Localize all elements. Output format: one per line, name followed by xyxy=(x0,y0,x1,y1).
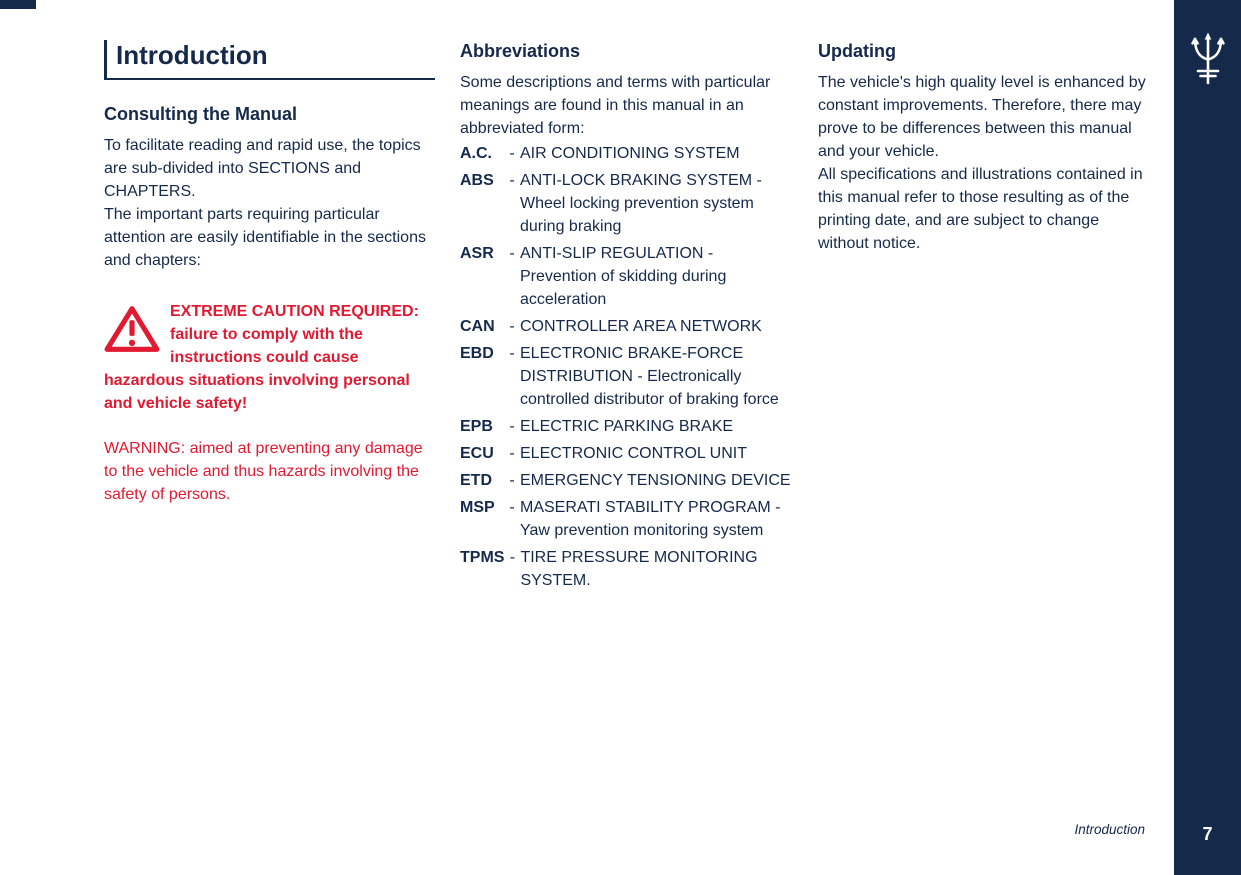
page-number: 7 xyxy=(1202,824,1213,844)
abbreviation-separator: - xyxy=(509,549,516,566)
updating-para-1: The vehicle's high quality level is enhanced by constant improvements. Therefore, there may prove to be differences between this manual and your vehicle. xyxy=(818,74,1146,160)
abbreviation-separator: - xyxy=(509,472,515,489)
abbreviation-definition: ANTI-SLIP REGULATION - Prevention of skidding during acceleration xyxy=(520,245,727,308)
abbreviation-definition: ELECTRIC PARKING BRAKE xyxy=(520,418,734,435)
abbreviation-item xyxy=(460,469,793,492)
warning-triangle-icon xyxy=(104,305,160,353)
abbreviation-separator: - xyxy=(509,418,515,435)
column-abbreviations xyxy=(460,40,793,596)
abbreviation-term: CAN xyxy=(460,318,495,335)
column-updating xyxy=(818,40,1151,255)
abbreviation-term: EBD xyxy=(460,345,494,362)
abbreviations-heading: Abbreviations xyxy=(460,41,581,61)
abbreviation-separator: - xyxy=(509,172,515,189)
abbreviation-item xyxy=(460,142,793,165)
abbreviation-item xyxy=(460,342,793,411)
updating-para-2: All specifications and illustrations contained in this manual refer to those resulting as of the printing date, and are subject to change without notice. xyxy=(818,166,1143,252)
updating-heading: Updating xyxy=(818,41,896,61)
maserati-trident-logo xyxy=(1174,30,1241,88)
abbreviation-separator: - xyxy=(509,345,515,362)
page-edge-mark xyxy=(0,0,36,9)
abbreviation-definition: TIRE PRESSURE MONITORING SYSTEM. xyxy=(520,549,758,589)
page-title-block xyxy=(104,40,435,80)
abbreviation-definition: ELECTRONIC CONTROL UNIT xyxy=(520,445,747,462)
abbreviation-item xyxy=(460,242,793,311)
consulting-para-1: To facilitate reading and rapid use, the topics are sub-divided into SECTIONS and CHAPTERS. xyxy=(104,137,421,200)
abbreviation-separator: - xyxy=(509,318,515,335)
abbreviation-term: TPMS xyxy=(460,549,505,566)
abbreviation-item xyxy=(460,546,793,592)
abbreviations-intro: Some descriptions and terms with particular meanings are found in this manual in an abbreviated form: xyxy=(460,74,771,137)
consulting-heading: Consulting the Manual xyxy=(104,104,297,124)
abbreviation-term: EPB xyxy=(460,418,493,435)
abbreviation-list xyxy=(460,142,793,592)
footer-section-label: Introduction xyxy=(1074,822,1145,837)
warning-text: WARNING: aimed at preventing any damage to the vehicle and thus hazards involving the safety of persons. xyxy=(104,440,423,503)
abbreviation-separator: - xyxy=(509,445,515,462)
caution-block xyxy=(104,300,435,415)
abbreviation-definition: MASERATI STABILITY PROGRAM - Yaw prevention monitoring system xyxy=(520,499,781,539)
consulting-para-2: The important parts requiring particular attention are easily identifiable in the sections and chapters: xyxy=(104,206,426,269)
abbreviation-term: A.C. xyxy=(460,145,492,162)
column-consulting xyxy=(104,40,435,506)
abbreviation-definition: EMERGENCY TENSIONING DEVICE xyxy=(520,472,791,489)
abbreviation-item xyxy=(460,442,793,465)
page-title: Introduction xyxy=(116,40,268,70)
caution-text: EXTREME CAUTION REQUIRED: failure to comply with the instructions could cause hazardous situations involving personal and vehicle safety! xyxy=(104,303,419,412)
abbreviation-term: ABS xyxy=(460,172,494,189)
abbreviation-term: ETD xyxy=(460,472,492,489)
abbreviation-item xyxy=(460,496,793,542)
abbreviation-term: ECU xyxy=(460,445,494,462)
abbreviation-separator: - xyxy=(509,245,515,262)
abbreviation-definition: CONTROLLER AREA NETWORK xyxy=(520,318,762,335)
abbreviation-term: ASR xyxy=(460,245,494,262)
side-band xyxy=(1174,0,1241,875)
abbreviation-separator: - xyxy=(509,499,515,516)
abbreviation-item xyxy=(460,415,793,438)
abbreviation-separator: - xyxy=(509,145,515,162)
abbreviation-definition: ANTI-LOCK BRAKING SYSTEM - Wheel locking prevention system during braking xyxy=(520,172,762,235)
abbreviation-definition: ELECTRONIC BRAKE-FORCE DISTRIBUTION - Electronically controlled distributor of braking force xyxy=(520,345,779,408)
abbreviation-item xyxy=(460,169,793,238)
abbreviation-definition: AIR CONDITIONING SYSTEM xyxy=(520,145,740,162)
abbreviation-term: MSP xyxy=(460,499,495,516)
abbreviation-item xyxy=(460,315,793,338)
